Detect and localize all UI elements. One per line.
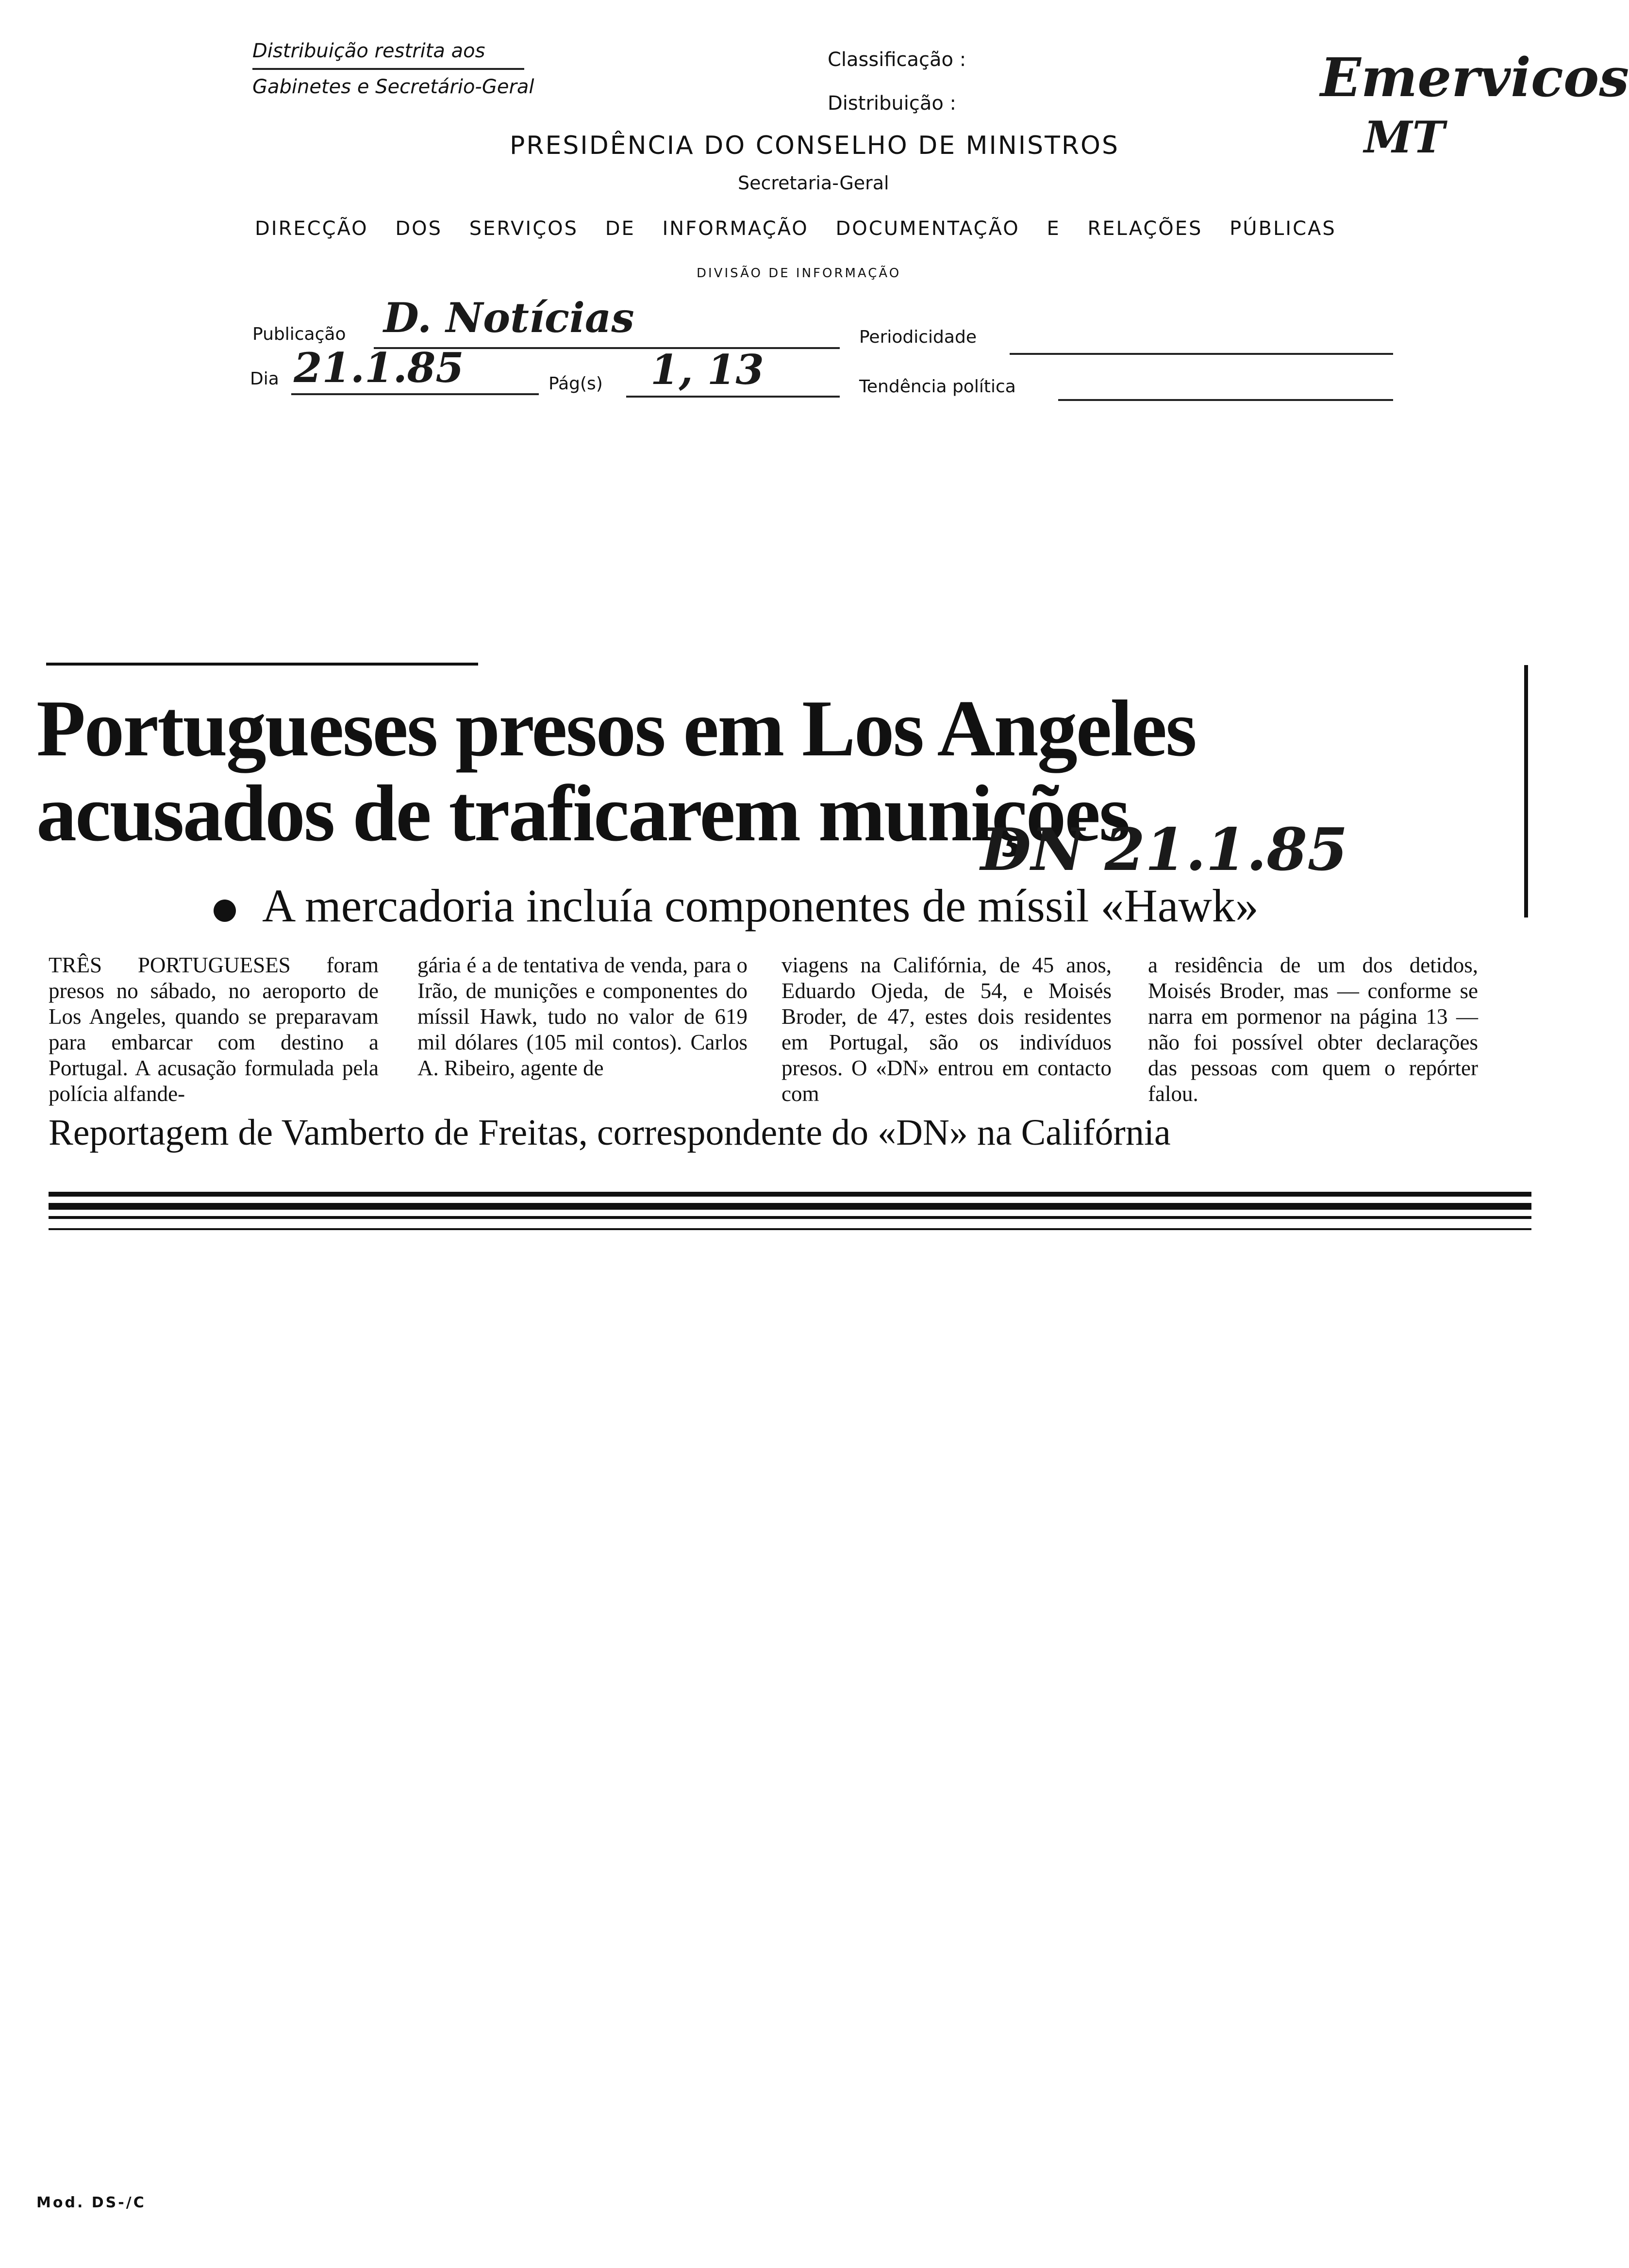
pages-line: [626, 396, 840, 398]
headline-line-1: Portugueses presos em Los Angeles: [36, 684, 1196, 773]
bottom-rule-1: [49, 1192, 1531, 1197]
periodicity-label: Periodicidade: [859, 327, 977, 347]
political-tendency-line: [1058, 399, 1393, 401]
distribution-line-2: Gabinetes e Secretário-Geral: [252, 76, 534, 98]
bottom-rule-4: [49, 1228, 1531, 1230]
bottom-rule-2: [49, 1203, 1531, 1210]
periodicity-line: [1010, 353, 1393, 355]
secretariat-title: Secretaria-Geral: [738, 172, 889, 194]
division-title: DIVISÃO DE INFORMAÇÃO: [697, 266, 901, 281]
article-column-1: TRÊS PORTUGUESES foram presos no sábado, no aeroporto de Los Angeles, quando se preparavam para embarcar com destino a Portugal. A acusação formulada pela polícia alfande-: [49, 953, 379, 1106]
distribution-label: Distribuição :: [828, 92, 957, 115]
article-column-2: gária é a de tentativa de venda, para o Irão, de munições e componentes do míssil Hawk, tudo no valor de 619 mil dólares (105 mil contos). Carlos A. Ribeiro, agente de: [417, 953, 748, 1080]
distribution-note: [252, 34, 534, 104]
presidency-title: PRESIDÊNCIA DO CONSELHO DE MINISTROS: [510, 131, 1119, 160]
day-line: [291, 393, 539, 395]
handwritten-dn-date: DN 21.1.85: [981, 816, 1348, 884]
top-rule: [46, 663, 478, 666]
publication-value: D. Notícias: [383, 294, 634, 342]
subheadline-text: A mercadoria incluía componentes de míssil «Hawk»: [262, 880, 1259, 932]
directorate-title: DIRECÇÃO DOS SERVIÇOS DE INFORMAÇÃO DOCUMENTAÇÃO E RELAÇÕES PÚBLICAS: [255, 217, 1336, 240]
article-column-4: a residência de um dos detidos, Moisés Broder, mas — conforme se narra em pormenor na página 13 — não foi possível obter declarações das pessoas com quem o repórter falou.: [1148, 953, 1478, 1106]
handwritten-stamp-top: Emervicos: [1320, 46, 1629, 109]
byline: Reportagem de Vamberto de Freitas, correspondente do «DN» na Califórnia: [49, 1112, 1171, 1153]
headline-line-2: acusados de traficarem munições: [36, 768, 1129, 858]
right-edge-rule: [1524, 665, 1528, 917]
pages-label: Pág(s): [549, 374, 603, 394]
publication-label: Publicação: [252, 324, 346, 344]
day-label: Dia: [250, 369, 279, 389]
subheadline: [214, 879, 1259, 933]
pages-value: 1, 13: [650, 346, 764, 394]
bullet-icon: [214, 900, 236, 922]
distribution-line-1: Distribuição restrita aos: [252, 34, 524, 70]
form-code: Mod. DS-/C: [36, 2194, 146, 2211]
political-tendency-label: Tendência política: [859, 377, 1016, 397]
article-column-3: viagens na Califórnia, de 45 anos, Eduardo Ojeda, de 54, e Moisés Broder, de 47, estes dois residentes em Portugal, são os indivíduos presos. O «DN» entrou em contacto com: [781, 953, 1112, 1106]
day-value: 21.1.85: [294, 344, 464, 392]
classification-block: [828, 38, 966, 125]
classification-label: Classificação :: [828, 49, 966, 71]
bottom-rule-3: [49, 1216, 1531, 1219]
handwritten-stamp-bottom: MT: [1364, 112, 1445, 163]
